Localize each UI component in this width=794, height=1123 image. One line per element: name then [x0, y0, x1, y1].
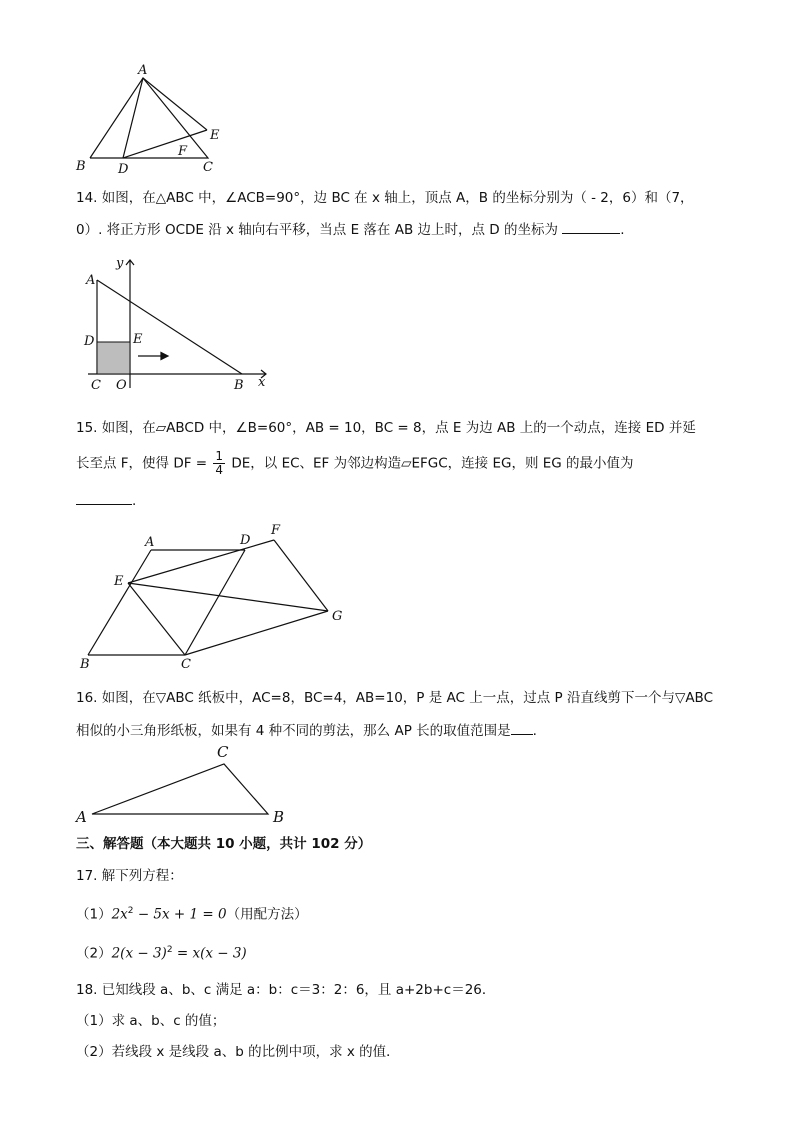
q18-title: 18. 已知线段 a、b、c 满足 a：b：c＝3：2：6，且 a+2b+c＝26．: [76, 982, 496, 998]
label-x: x: [258, 375, 266, 390]
label-d: D: [84, 334, 95, 349]
answer-blank[interactable]: [562, 219, 620, 234]
q17-title: 17. 解下列方程：: [76, 868, 183, 884]
answer-blank[interactable]: [511, 720, 533, 735]
q15-line3: .: [76, 490, 136, 511]
label-f: F: [271, 523, 281, 538]
figure-q16-triangle: [74, 742, 304, 827]
q16-line1: 16. 如图，在▽ABC 纸板中，AC=8，BC=4，AB=10，P 是 AC 上一点，过点 P 沿直线剪下一个与▽ABC: [76, 690, 714, 706]
q15-line1: 15. 如图，在▱ABCD 中，∠B=60°，AB = 10，BC = 8，点 E 为边 AB 上的一个动点，连接 ED 并延: [76, 420, 696, 436]
fraction-one-quarter: $\frac{1}{4}$: [215, 449, 224, 477]
q18-part1: （1）求 a、b、c 的值；: [76, 1013, 226, 1029]
label-a: A: [76, 808, 87, 826]
q15-line2: 长至点 F，使得 DF = $\frac{1}{4}$ DE，以 EC、EF 为邻边构造▱EFGC，连接 EG，则 EG 的最小值为: [76, 449, 634, 477]
label-a: A: [145, 535, 155, 550]
label-f: F: [178, 144, 188, 159]
label-c: C: [181, 657, 191, 672]
figure-q15-parallelogram: [74, 522, 354, 672]
label-c: C: [91, 378, 101, 392]
label-d: D: [240, 533, 251, 548]
label-b: B: [234, 378, 244, 392]
label-c: C: [217, 743, 229, 761]
label-e: E: [133, 332, 143, 347]
label-a: A: [86, 273, 96, 288]
label-g: G: [332, 609, 343, 624]
figure-q13-triangle: [70, 60, 240, 180]
label-d: D: [118, 162, 129, 177]
q14-line1: 14. 如图，在△ABC 中，∠ACB=90°，边 BC 在 x 轴上，顶点 A，B 的坐标分别为（ - 2，6）和（7，: [76, 190, 694, 206]
label-e: E: [114, 574, 124, 589]
q14-line2: 0）. 将正方形 OCDE 沿 x 轴向右平移，当点 E 落在 AB 边上时，点 D 的坐标为 .: [76, 219, 625, 240]
label-o: O: [116, 378, 127, 392]
answer-blank[interactable]: [76, 490, 132, 505]
label-y: y: [116, 256, 124, 271]
label-b: B: [273, 808, 285, 826]
label-b: B: [76, 159, 86, 174]
label-a: A: [138, 63, 148, 78]
q17-part1: $(1)2x^2 - 5x + 1 = 0$（用配方法）: [76, 906, 308, 923]
shaded-square: [97, 342, 130, 374]
label-e: E: [210, 128, 220, 143]
label-c: C: [203, 160, 213, 175]
q16-line2: 相似的小三角形纸板，如果有 4 种不同的剪法，那么 AP 长的取值范围是 .: [76, 720, 537, 741]
figure-q14-coordinate: [78, 252, 278, 392]
label-b: B: [80, 657, 90, 672]
section-heading: 三、解答题（本大题共 10 小题，共计 102 分）: [76, 836, 372, 852]
q17-part2: $(2)2(x - 3)^2 = x(x - 3)$: [76, 945, 247, 962]
q18-part2: （2）若线段 x 是线段 a、b 的比例中项，求 x 的值．: [76, 1044, 400, 1060]
